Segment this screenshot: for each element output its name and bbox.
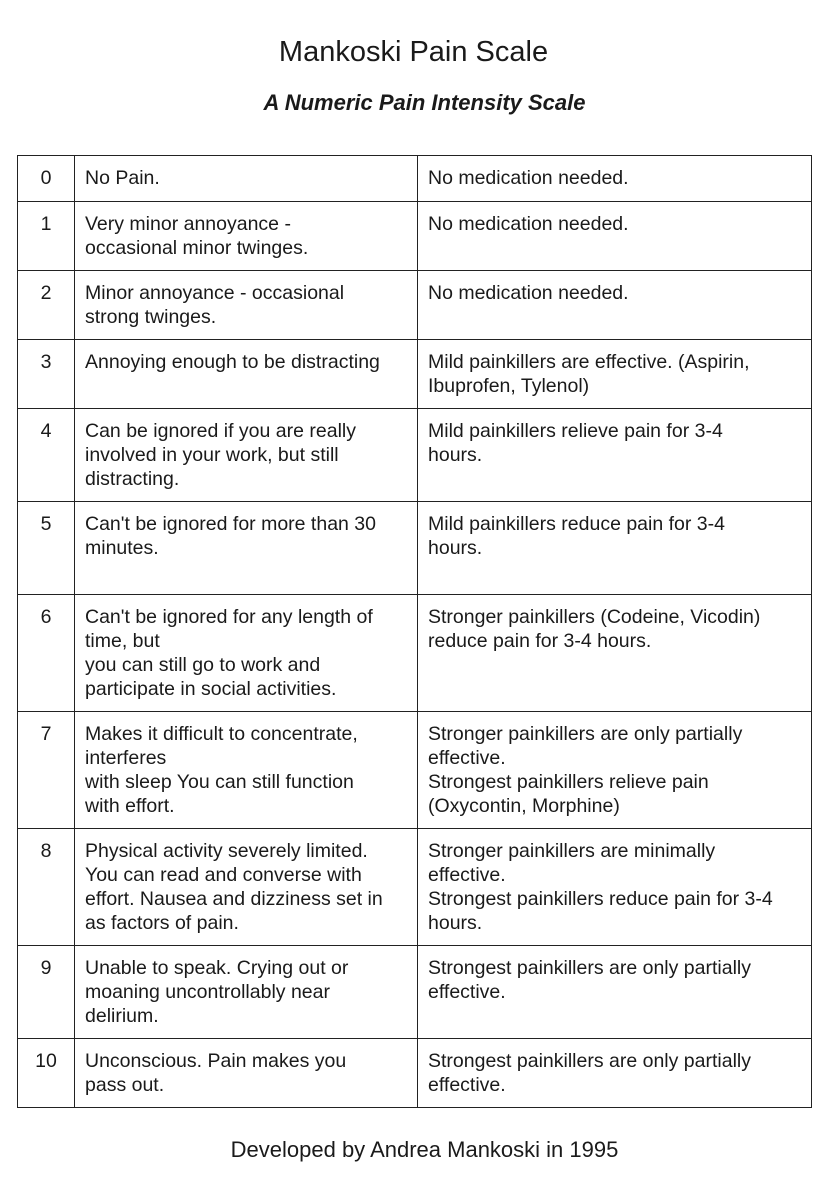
table-row [18,202,812,271]
medication-cell [418,712,812,829]
medication-line: effective. [428,981,506,1003]
page-subtitle: A Numeric Pain Intensity Scale [263,90,586,115]
medication-line: Stronger painkillers are only partially [428,723,743,745]
medication-line: Mild painkillers reduce pain for 3-4 [428,513,725,535]
description-line: Can't be ignored for more than 30 [85,513,376,535]
description-line: with effort. [85,795,175,817]
description-line: Annoying enough to be distracting [85,351,380,373]
description-line: you can still go to work and [85,654,321,676]
medication-line: No medication needed. [428,167,629,189]
description-line: Unable to speak. Crying out or [85,957,349,979]
description-line: Makes it difficult to concentrate, [85,723,358,745]
medication-cell [418,156,812,202]
description-line: as factors of pain. [85,912,239,934]
description-line: Unconscious. Pain makes you [85,1050,347,1072]
description-line: Minor annoyance - occasional [85,282,345,304]
footer-credit: Developed by Andrea Mankoski in 1995 [230,1137,619,1162]
table-row [18,502,812,595]
description-line: pass out. [85,1074,165,1096]
description-line: delirium. [85,1005,159,1027]
medication-line: hours. [428,537,483,559]
medication-line: No medication needed. [428,213,629,235]
description-line: strong twinges. [85,306,217,328]
description-line: moaning uncontrollably near [85,981,330,1003]
medication-line: Strongest painkillers relieve pain [428,771,709,793]
pain-scale-body [18,156,812,1108]
table-row [18,156,812,202]
medication-line: Strongest painkillers reduce pain for 3-4 [428,888,773,910]
pain-description-cell [75,202,418,271]
description-line: involved in your work, but still [85,444,339,466]
table-row [18,271,812,340]
table-row [18,829,812,946]
table-row [18,712,812,829]
medication-line: Mild painkillers are effective. (Aspirin, [428,351,750,373]
medication-line: effective. [428,1074,506,1096]
medication-line: hours. [428,444,483,466]
pain-description-cell [75,595,418,712]
medication-line: hours. [428,912,483,934]
pain-description-cell [75,502,418,595]
medication-line: Stronger painkillers (Codeine, Vicodin) [428,606,761,628]
pain-description-cell [75,1039,418,1108]
pain-description-cell [75,829,418,946]
description-line: minutes. [85,537,159,559]
pain-level-cell: 5 [18,502,75,595]
description-line: No Pain. [85,167,160,189]
table-row [18,340,812,409]
medication-cell [418,202,812,271]
medication-line: (Oxycontin, Morphine) [428,795,620,817]
pain-description-cell [75,340,418,409]
pain-level-cell: 4 [18,409,75,502]
medication-line: Mild painkillers relieve pain for 3-4 [428,420,723,442]
pain-level-cell: 6 [18,595,75,712]
table-row [18,595,812,712]
table-row [18,946,812,1039]
description-line: participate in social activities. [85,678,337,700]
description-line: You can read and converse with [85,864,362,886]
medication-cell [418,340,812,409]
medication-cell [418,1039,812,1108]
pain-level-cell: 2 [18,271,75,340]
pain-description-cell [75,271,418,340]
medication-cell [418,409,812,502]
medication-cell [418,595,812,712]
pain-level-cell: 1 [18,202,75,271]
medication-cell [418,502,812,595]
medication-line: Ibuprofen, Tylenol) [428,375,590,397]
description-line: time, but [85,630,160,652]
medication-line: Stronger painkillers are minimally [428,840,716,862]
description-line: distracting. [85,468,180,490]
pain-level-cell: 0 [18,156,75,202]
medication-cell [418,946,812,1039]
pain-description-cell [75,409,418,502]
medication-line: effective. [428,747,506,769]
page-title: Mankoski Pain Scale [278,36,549,68]
pain-description-cell [75,946,418,1039]
description-line: Physical activity severely limited. [85,840,368,862]
pain-level-cell: 7 [18,712,75,829]
pain-level-cell: 10 [18,1039,75,1108]
pain-description-cell [75,156,418,202]
description-line: Very minor annoyance - [85,213,291,235]
medication-line: Strongest painkillers are only partially [428,1050,751,1072]
description-line: occasional minor twinges. [85,237,309,259]
description-line: with sleep You can still function [85,771,354,793]
table-row [18,1039,812,1108]
pain-scale-table [17,155,812,1108]
pain-level-cell: 9 [18,946,75,1039]
pain-description-cell [75,712,418,829]
description-line: Can't be ignored for any length of [85,606,373,628]
description-line: Can be ignored if you are really [85,420,356,442]
medication-cell [418,271,812,340]
medication-cell [418,829,812,946]
medication-line: No medication needed. [428,282,629,304]
medication-line: reduce pain for 3-4 hours. [428,630,652,652]
medication-line: effective. [428,864,506,886]
description-line: effort. Nausea and dizziness set in [85,888,383,910]
table-row [18,409,812,502]
medication-line: Strongest painkillers are only partially [428,957,751,979]
pain-level-cell: 8 [18,829,75,946]
pain-level-cell: 3 [18,340,75,409]
description-line: interferes [85,747,167,769]
